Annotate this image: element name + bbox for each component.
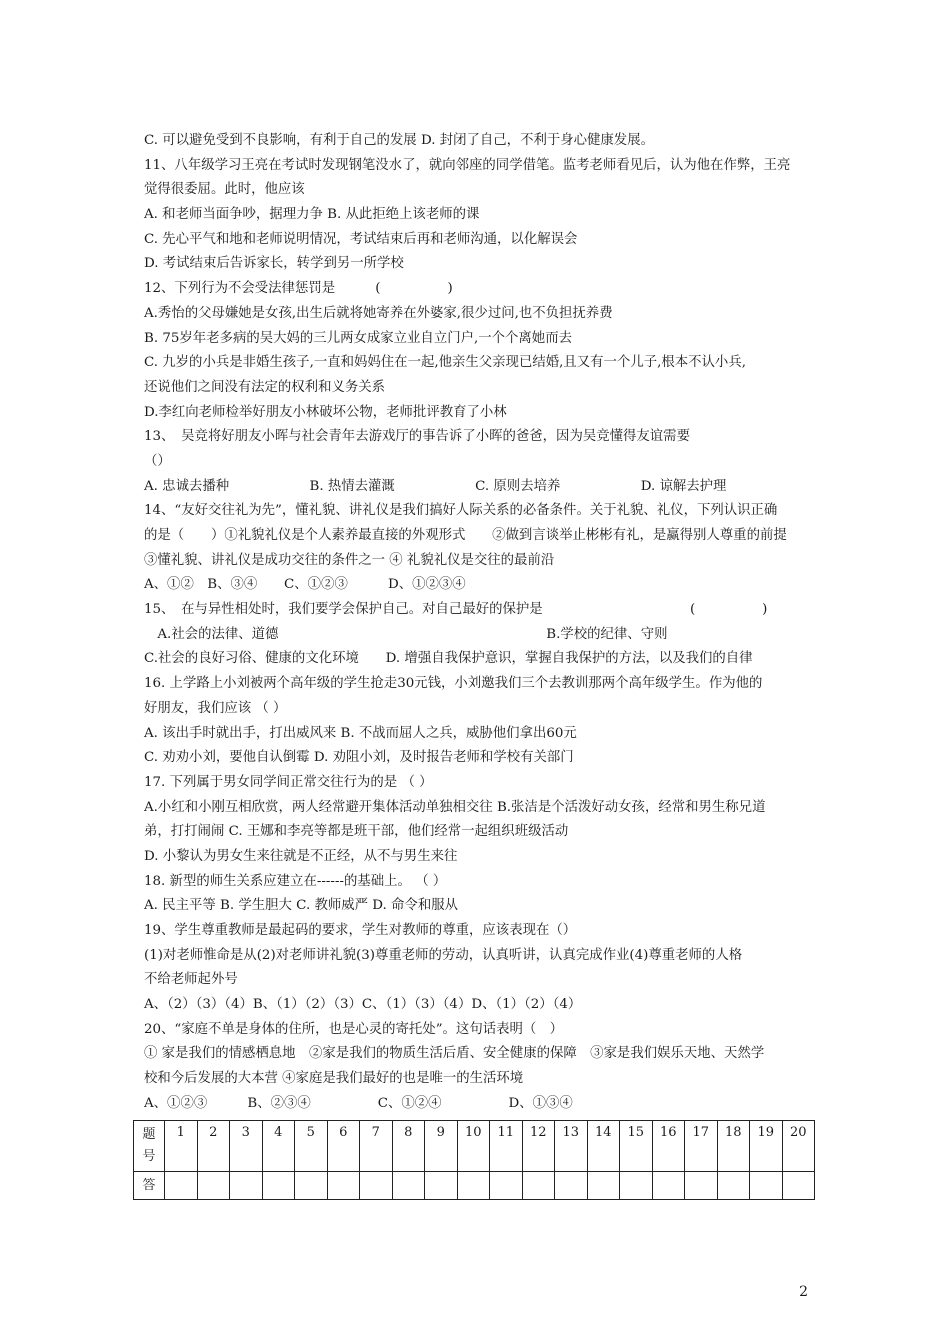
- question-number-cell: 3: [230, 1121, 263, 1172]
- question-number-cell: 4: [262, 1121, 295, 1172]
- table-label-number: 题号: [134, 1121, 165, 1172]
- question-number-cell: 10: [457, 1121, 490, 1172]
- text-line: 20、“家庭不单是身体的住所，也是心灵的寄托处”。这句话表明（ ）: [144, 1021, 564, 1037]
- text-line: C. 劝劝小刘，要他自认倒霉 D. 劝阻小刘，及时报告老师和学校有关部门: [144, 750, 574, 766]
- question-text: [144, 129, 814, 1117]
- answer-cell[interactable]: [782, 1172, 815, 1200]
- question-number-cell: 6: [327, 1121, 360, 1172]
- table-row-numbers: [134, 1121, 815, 1172]
- text-line: 17. 下列属于男女同学间正常交往行为的是 （ ）: [144, 774, 433, 790]
- answer-table: [133, 1120, 815, 1200]
- answer-cell[interactable]: [717, 1172, 750, 1200]
- text-line: A.社会的法律、道德 B.学校的纪律、守则: [144, 626, 668, 642]
- text-line: 还说他们之间没有法定的权利和义务关系: [144, 379, 386, 395]
- text-line: D. 考试结束后告诉家长，转学到另一所学校: [144, 256, 404, 272]
- question-number-cell: 9: [425, 1121, 458, 1172]
- text-line: 16. 上学路上小刘被两个高年级的学生抢走30元钱，小刘邀我们三个去教训那两个高年级学生。作为他的: [144, 676, 763, 692]
- text-line: 13、 吴竞将好朋友小晖与社会青年去游戏厅的事告诉了小晖的爸爸，因为吴竞懂得友谊需要: [144, 429, 690, 445]
- text-line: 18. 新型的师生关系应建立在------的基础上。 （ ）: [144, 873, 447, 889]
- text-line: C. 九岁的小兵是非婚生孩子,一直和妈妈住在一起,他亲生父亲现已结婚,且又有一个儿子,根本不认小兵,: [144, 355, 746, 371]
- answer-cell[interactable]: [197, 1172, 230, 1200]
- text-line: A.秀怡的父母嫌她是女孩,出生后就将她寄养在外婆家,很少过问,也不负担抚养费: [144, 305, 613, 321]
- answer-cell[interactable]: [360, 1172, 393, 1200]
- text-line: A. 和老师当面争吵，据理力争 B. 从此拒绝上该老师的课: [144, 207, 480, 223]
- text-line: A. 忠诚去播种 B. 热情去灌溉 C. 原则去培养 D. 谅解去护理: [144, 478, 727, 494]
- answer-cell[interactable]: [490, 1172, 523, 1200]
- text-line: C. 先心平气和地和老师说明情况，考试结束后再和老师沟通，以化解误会: [144, 231, 578, 247]
- answer-cell[interactable]: [262, 1172, 295, 1200]
- question-number-cell: 19: [750, 1121, 783, 1172]
- answer-cell[interactable]: [555, 1172, 588, 1200]
- text-line: A. 民主平等 B. 学生胆大 C. 教师威严 D. 命令和服从: [144, 898, 458, 914]
- text-line: 15、 在与异性相处时，我们要学会保护自己。对自己最好的保护是 ( ): [144, 602, 768, 618]
- question-number-cell: 7: [360, 1121, 393, 1172]
- text-line: 不给老师起外号: [144, 972, 238, 988]
- question-number-cell: 11: [490, 1121, 523, 1172]
- text-line: C. 可以避免受到不良影响，有利于自己的发展 D. 封闭了自己，不利于身心健康发展。: [144, 133, 654, 148]
- answer-cell[interactable]: [327, 1172, 360, 1200]
- question-number-cell: 5: [295, 1121, 328, 1172]
- text-line: 弟，打打闹闹 C. 王娜和李亮等都是班干部，他们经常一起组织班级活动: [144, 824, 569, 840]
- text-line: 19、学生尊重教师是最起码的要求，学生对教师的尊重，应该表现在（）: [144, 923, 577, 938]
- text-line: A.小红和小刚互相欣赏，两人经常避开集体活动单独相交往 B.张洁是个活泼好动女孩，经常和男生称兄道: [144, 799, 766, 815]
- question-number-cell: 17: [685, 1121, 718, 1172]
- question-number-cell: 2: [197, 1121, 230, 1172]
- answer-cell[interactable]: [652, 1172, 685, 1200]
- answer-cell[interactable]: [425, 1172, 458, 1200]
- question-number-cell: 8: [392, 1121, 425, 1172]
- answer-cell[interactable]: [587, 1172, 620, 1200]
- answer-cell[interactable]: [295, 1172, 328, 1200]
- text-line: (1)对老师惟命是从(2)对老师讲礼貌(3)尊重老师的劳动，认真听讲，认真完成作业(4)尊重老师的人格: [144, 947, 743, 963]
- answer-cell[interactable]: [392, 1172, 425, 1200]
- text-line: A、（2）（3）（4）B、（1）（2）（3）C、（1）（3）（4）D、（1）（2）（4）: [144, 997, 582, 1013]
- page-number: 2: [799, 1284, 808, 1300]
- table-row-answers: [134, 1172, 815, 1200]
- question-number-cell: 18: [717, 1121, 750, 1172]
- question-number-cell: 14: [587, 1121, 620, 1172]
- text-line: （）: [144, 453, 171, 469]
- answer-cell[interactable]: [522, 1172, 555, 1200]
- text-line: B. 75岁年老多病的吴大妈的三儿两女成家立业自立门户,一个个离她而去: [144, 330, 572, 346]
- question-number-cell: 15: [620, 1121, 653, 1172]
- text-line: A. 该出手时就出手，打出威风来 B. 不战而屈人之兵，威胁他们拿出60元: [144, 725, 577, 741]
- question-number-cell: 16: [652, 1121, 685, 1172]
- text-line: ① 家是我们的情感栖息地 ②家是我们的物质生活后盾、安全健康的保障 ③家是我们娱乐天地、天然学: [144, 1046, 765, 1062]
- question-number-cell: 13: [555, 1121, 588, 1172]
- answer-cell[interactable]: [750, 1172, 783, 1200]
- question-number-cell: 12: [522, 1121, 555, 1172]
- text-line: 14、“友好交往礼为先”，懂礼貌、讲礼仪是我们搞好人际关系的必备条件。关于礼貌、礼仪，下列认识正确: [144, 503, 778, 519]
- text-line: 的是（ ）①礼貌礼仪是个人素养最直接的外观形式 ②做到言谈举止彬彬有礼，是赢得别人尊重的前提: [144, 528, 787, 543]
- question-number-cell: 1: [165, 1121, 198, 1172]
- answer-cell[interactable]: [165, 1172, 198, 1200]
- answer-cell[interactable]: [230, 1172, 263, 1200]
- text-line: A、①② B、③④ C、①②③ D、①②③④: [144, 577, 466, 593]
- text-line: ③懂礼貌、讲礼仪是成功交往的条件之一 ④ 礼貌礼仪是交往的最前沿: [144, 552, 555, 568]
- text-line: D. 小黎认为男女生来往就是不正经，从不与男生来往: [144, 848, 458, 864]
- text-line: 校和今后发展的大本营 ④家庭是我们最好的也是唯一的生活环境: [144, 1071, 524, 1087]
- text-line: 11、八年级学习王亮在考试时发现钢笔没水了，就向邻座的同学借笔。监考老师看见后，认为他在作弊，王亮: [144, 157, 791, 173]
- table-label-answer: 答: [134, 1172, 165, 1200]
- text-line: 12、下列行为不会受法律惩罚是 ( ): [144, 281, 453, 297]
- text-line: 觉得很委屈。此时，他应该: [144, 182, 305, 198]
- text-line: D.李红向老师检举好朋友小林破坏公物，老师批评教育了小林: [144, 404, 507, 420]
- text-line: 好朋友，我们应该 （ ）: [144, 700, 287, 716]
- answer-cell[interactable]: [685, 1172, 718, 1200]
- text-line: C.社会的良好习俗、健康的文化环境 D. 增强自我保护意识，掌握自我保护的方法，以及我们的自律: [144, 651, 753, 667]
- question-number-cell: 20: [782, 1121, 815, 1172]
- answer-cell[interactable]: [457, 1172, 490, 1200]
- answer-cell[interactable]: [620, 1172, 653, 1200]
- text-line: A、①②③ B、②③④ C、①②④ D、①③④: [144, 1095, 573, 1111]
